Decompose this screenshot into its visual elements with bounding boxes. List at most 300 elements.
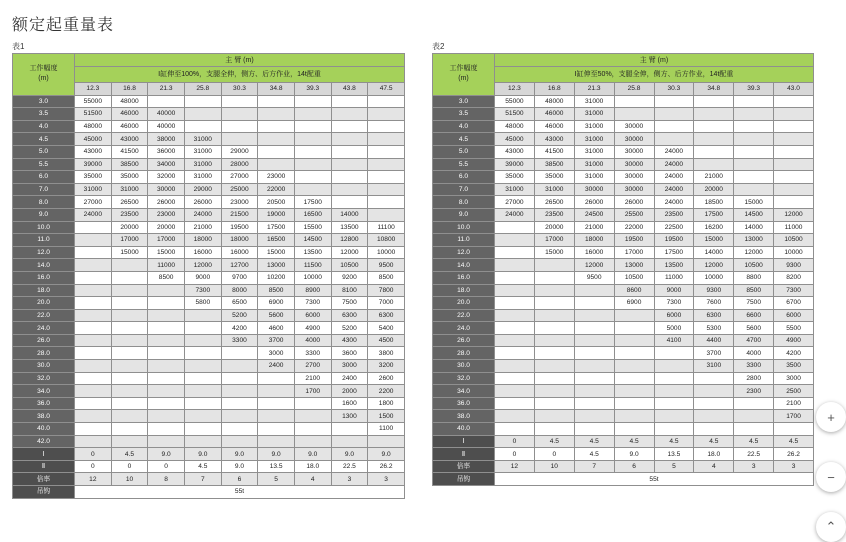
- load-cell: [75, 347, 112, 360]
- load-cell: 2000: [331, 385, 368, 398]
- footer-cell: 4.5: [534, 435, 574, 448]
- footer-cell: 5: [654, 460, 694, 473]
- load-cell: [148, 410, 185, 423]
- hook-row: [433, 473, 814, 486]
- load-cell: [654, 347, 694, 360]
- footer-label: 倍率: [433, 460, 495, 473]
- radius-cell: 34.0: [433, 385, 495, 398]
- load-cell: 21500: [221, 208, 258, 221]
- load-cell: [368, 183, 405, 196]
- load-cell: 3600: [331, 347, 368, 360]
- load-cell: 43000: [495, 145, 535, 158]
- load-cell: [111, 309, 148, 322]
- footer-cell: 9.0: [184, 448, 221, 461]
- load-cell: [574, 423, 614, 436]
- load-cell: 3300: [221, 334, 258, 347]
- radius-cell: 42.0: [13, 435, 75, 448]
- footer-cell: 4.5: [184, 460, 221, 473]
- load-cell: 10200: [258, 271, 295, 284]
- boom-length-cell: 21.3: [574, 83, 614, 96]
- load-cell: 5300: [694, 322, 734, 335]
- table-row: [433, 133, 814, 146]
- load-cell: 43000: [75, 145, 112, 158]
- table-row: [433, 347, 814, 360]
- load-cell: 4200: [774, 347, 814, 360]
- load-cell: 6600: [734, 309, 774, 322]
- load-cell: 36000: [148, 145, 185, 158]
- load-cell: [495, 360, 535, 373]
- load-cell: [258, 145, 295, 158]
- footer-row: [13, 460, 405, 473]
- load-cell: 43000: [111, 133, 148, 146]
- table-row: [433, 259, 814, 272]
- footer-cell: 12: [75, 473, 112, 486]
- header-row: [433, 54, 814, 67]
- table-2-label: 表2: [432, 42, 445, 51]
- radius-cell: 38.0: [433, 410, 495, 423]
- load-cell: [331, 158, 368, 171]
- table-row: [433, 423, 814, 436]
- load-cell: 30000: [614, 120, 654, 133]
- load-cell: 31000: [495, 183, 535, 196]
- load-cell: [221, 423, 258, 436]
- load-cell: 20000: [694, 183, 734, 196]
- load-cell: 31000: [574, 95, 614, 108]
- load-cell: 35000: [534, 171, 574, 184]
- load-cell: [495, 234, 535, 247]
- load-cell: 39000: [495, 158, 535, 171]
- load-cell: 8600: [614, 284, 654, 297]
- load-cell: 10500: [774, 234, 814, 247]
- load-cell: 16500: [258, 234, 295, 247]
- zoom-out-button[interactable]: [816, 462, 846, 492]
- load-cell: 15500: [294, 221, 331, 234]
- scroll-top-button[interactable]: [816, 512, 846, 542]
- load-cell: [734, 108, 774, 121]
- radius-cell: 12.0: [433, 246, 495, 259]
- load-cell: [774, 133, 814, 146]
- load-cell: [221, 385, 258, 398]
- load-cell: 5800: [184, 297, 221, 310]
- table-row: [13, 309, 405, 322]
- load-cell: [694, 410, 734, 423]
- radius-cell: 26.0: [433, 334, 495, 347]
- load-cell: 31000: [574, 133, 614, 146]
- load-cell: [495, 372, 535, 385]
- load-cell: 27000: [221, 171, 258, 184]
- hook-row: [13, 486, 405, 499]
- table-row: [433, 108, 814, 121]
- load-cell: 48000: [495, 120, 535, 133]
- load-cell: 6000: [654, 309, 694, 322]
- load-cell: 10000: [294, 271, 331, 284]
- load-cell: [75, 221, 112, 234]
- table-row: [433, 221, 814, 234]
- radius-cell: 3.5: [13, 108, 75, 121]
- load-cell: 51500: [495, 108, 535, 121]
- load-cell: [495, 334, 535, 347]
- footer-label: Ⅱ: [433, 448, 495, 461]
- load-cell: 13500: [294, 246, 331, 259]
- load-cell: 17000: [614, 246, 654, 259]
- table-row: [433, 385, 814, 398]
- load-cell: [221, 360, 258, 373]
- load-cell: 46000: [111, 120, 148, 133]
- load-cell: [614, 372, 654, 385]
- load-cell: 10000: [774, 246, 814, 259]
- load-cell: [148, 322, 185, 335]
- load-cell: 30000: [148, 183, 185, 196]
- radius-cell: 14.0: [433, 259, 495, 272]
- load-cell: 13000: [614, 259, 654, 272]
- load-cell: [111, 284, 148, 297]
- load-cell: 2600: [368, 372, 405, 385]
- load-cell: [111, 297, 148, 310]
- load-cell: 7000: [368, 297, 405, 310]
- load-cell: [495, 297, 535, 310]
- load-cell: 4900: [774, 334, 814, 347]
- load-cell: [734, 145, 774, 158]
- load-cell: 3700: [258, 334, 295, 347]
- load-cell: [75, 246, 112, 259]
- load-cell: 5500: [774, 322, 814, 335]
- load-cell: 16200: [694, 221, 734, 234]
- load-cell: 31000: [574, 120, 614, 133]
- radius-cell: 32.0: [433, 372, 495, 385]
- footer-cell: 4.5: [574, 448, 614, 461]
- table-row: [13, 221, 405, 234]
- load-cell: 31000: [184, 171, 221, 184]
- load-cell: [654, 423, 694, 436]
- load-cell: 23500: [534, 208, 574, 221]
- load-cell: [574, 372, 614, 385]
- load-cell: 12800: [331, 234, 368, 247]
- load-cell: [694, 372, 734, 385]
- load-cell: [694, 145, 734, 158]
- table-row: [433, 410, 814, 423]
- load-cell: 3000: [774, 372, 814, 385]
- load-cell: 2100: [294, 372, 331, 385]
- footer-cell: 7: [184, 473, 221, 486]
- load-cell: [111, 410, 148, 423]
- radius-cell: 26.0: [13, 334, 75, 347]
- load-cell: [294, 435, 331, 448]
- zoom-in-button[interactable]: [816, 402, 846, 432]
- load-cell: 24000: [184, 208, 221, 221]
- load-cell: [111, 385, 148, 398]
- footer-cell: 18.0: [694, 448, 734, 461]
- load-cell: 13500: [331, 221, 368, 234]
- footer-cell: 22.5: [331, 460, 368, 473]
- load-cell: [221, 120, 258, 133]
- load-cell: [148, 385, 185, 398]
- load-cell: [148, 423, 185, 436]
- load-cell: [734, 171, 774, 184]
- load-cell: [495, 322, 535, 335]
- load-cell: 2200: [368, 385, 405, 398]
- load-cell: 51500: [75, 108, 112, 121]
- load-cell: 17500: [694, 208, 734, 221]
- load-cell: 7300: [294, 297, 331, 310]
- radius-cell: 11.0: [13, 234, 75, 247]
- load-cell: [148, 372, 185, 385]
- load-cell: [774, 183, 814, 196]
- table-row: [433, 334, 814, 347]
- load-cell: [258, 158, 295, 171]
- load-cell: 26500: [111, 196, 148, 209]
- load-cell: [148, 397, 185, 410]
- hook-value: 55t: [495, 473, 814, 486]
- load-cell: [534, 385, 574, 398]
- load-cell: 31000: [184, 145, 221, 158]
- footer-row: [13, 448, 405, 461]
- radius-cell: 6.0: [433, 171, 495, 184]
- radius-cell: 30.0: [433, 360, 495, 373]
- load-cell: [694, 423, 734, 436]
- load-cell: 26000: [614, 196, 654, 209]
- load-cell: 22500: [654, 221, 694, 234]
- load-cell: 40000: [148, 108, 185, 121]
- load-cell: [694, 133, 734, 146]
- boom-length-cell: 16.8: [111, 83, 148, 96]
- chevron-up-icon: ⌃: [825, 519, 837, 534]
- load-cell: 31000: [574, 108, 614, 121]
- radius-cell: 12.0: [13, 246, 75, 259]
- load-cell: 12000: [331, 246, 368, 259]
- radius-cell: 40.0: [433, 423, 495, 436]
- table-row: [13, 171, 405, 184]
- load-cell: 8500: [148, 271, 185, 284]
- load-cell: 8800: [734, 271, 774, 284]
- load-cell: 27000: [75, 196, 112, 209]
- load-cell: [368, 95, 405, 108]
- load-cell: [294, 145, 331, 158]
- load-cell: 19000: [258, 208, 295, 221]
- load-cell: [495, 246, 535, 259]
- load-cell: 10000: [694, 271, 734, 284]
- table-row: [13, 423, 405, 436]
- load-cell: 5600: [258, 309, 295, 322]
- load-cell: 17500: [258, 221, 295, 234]
- boom-length-cell: 47.5: [368, 83, 405, 96]
- radius-cell: 18.0: [13, 284, 75, 297]
- load-cell: [184, 309, 221, 322]
- footer-label: Ⅱ: [13, 460, 75, 473]
- load-cell: 10500: [734, 259, 774, 272]
- load-cell: 12000: [694, 259, 734, 272]
- load-cell: 12000: [774, 208, 814, 221]
- load-cell: [75, 360, 112, 373]
- footer-cell: 6: [221, 473, 258, 486]
- load-cell: [654, 410, 694, 423]
- load-cell: 3100: [694, 360, 734, 373]
- load-cell: [654, 133, 694, 146]
- load-cell: [774, 120, 814, 133]
- load-cell: [654, 372, 694, 385]
- radius-cell: 3.5: [433, 108, 495, 121]
- footer-label: Ⅰ: [13, 448, 75, 461]
- load-cell: [75, 397, 112, 410]
- load-cell: 15000: [734, 196, 774, 209]
- load-cell: [331, 108, 368, 121]
- load-cell: [534, 284, 574, 297]
- load-cell: 55000: [495, 95, 535, 108]
- load-cell: [331, 145, 368, 158]
- load-cell: 1800: [368, 397, 405, 410]
- load-cell: 45000: [75, 133, 112, 146]
- radius-header: 工作幅度 (m): [433, 54, 495, 96]
- load-cell: 24000: [654, 145, 694, 158]
- load-cell: 13000: [734, 234, 774, 247]
- load-cell: 4000: [734, 347, 774, 360]
- load-cell: [75, 284, 112, 297]
- load-cell: [258, 372, 295, 385]
- load-cell: [368, 196, 405, 209]
- footer-cell: 0: [534, 448, 574, 461]
- load-cell: [368, 120, 405, 133]
- load-cell: [184, 108, 221, 121]
- radius-cell: 36.0: [13, 397, 75, 410]
- load-cell: [258, 385, 295, 398]
- footer-cell: 7: [574, 460, 614, 473]
- load-cell: 38500: [111, 158, 148, 171]
- footer-label: Ⅰ: [433, 435, 495, 448]
- load-cell: 20500: [258, 196, 295, 209]
- load-cell: [75, 372, 112, 385]
- table-row: [13, 259, 405, 272]
- table-row: [13, 108, 405, 121]
- load-cell: [111, 372, 148, 385]
- load-cell: [574, 334, 614, 347]
- load-cell: 27000: [495, 196, 535, 209]
- load-cell: [654, 120, 694, 133]
- load-cell: 17000: [148, 234, 185, 247]
- load-cell: [184, 372, 221, 385]
- load-cell: 30000: [574, 183, 614, 196]
- load-cell: [534, 360, 574, 373]
- load-cell: [75, 259, 112, 272]
- load-cell: 3000: [331, 360, 368, 373]
- load-cell: 18000: [184, 234, 221, 247]
- load-cell: 31000: [574, 158, 614, 171]
- boom-length-cell: 34.8: [258, 83, 295, 96]
- table-row: [433, 372, 814, 385]
- load-cell: [294, 183, 331, 196]
- load-cell: 9300: [774, 259, 814, 272]
- load-cell: [75, 322, 112, 335]
- table-row: [433, 158, 814, 171]
- load-cell: 21000: [184, 221, 221, 234]
- footer-cell: 9.0: [294, 448, 331, 461]
- load-cell: [654, 95, 694, 108]
- load-cell: [75, 334, 112, 347]
- load-cell: 43000: [534, 133, 574, 146]
- condition-header: Ⅰ缸伸至100%，支腿全伸，侧方、后方作业，14t配重: [75, 67, 405, 83]
- boom-length-cell: 30.3: [654, 83, 694, 96]
- table-row: [13, 234, 405, 247]
- load-cell: 6300: [368, 309, 405, 322]
- load-cell: [774, 145, 814, 158]
- load-cell: [331, 196, 368, 209]
- load-cell: 5200: [221, 309, 258, 322]
- load-cell: [184, 423, 221, 436]
- load-cell: 9500: [368, 259, 405, 272]
- load-cell: [294, 397, 331, 410]
- load-cell: 2400: [331, 372, 368, 385]
- footer-cell: 5: [258, 473, 295, 486]
- load-cell: [495, 347, 535, 360]
- load-cell: 4100: [654, 334, 694, 347]
- load-cell: 20000: [111, 221, 148, 234]
- load-cell: 7300: [774, 284, 814, 297]
- load-cell: [368, 108, 405, 121]
- page-title: 额定起重量表: [12, 17, 115, 34]
- load-cell: [694, 95, 734, 108]
- load-cell: [221, 372, 258, 385]
- table-row: [13, 297, 405, 310]
- load-cell: 5600: [734, 322, 774, 335]
- load-cell: [294, 120, 331, 133]
- footer-cell: 12: [495, 460, 535, 473]
- radius-cell: 10.0: [13, 221, 75, 234]
- load-cell: [221, 95, 258, 108]
- load-cell: [734, 397, 774, 410]
- boom-length-cell: 39.3: [294, 83, 331, 96]
- footer-cell: 4.5: [111, 448, 148, 461]
- load-cell: 4200: [221, 322, 258, 335]
- load-cell: [495, 397, 535, 410]
- load-cell: [614, 309, 654, 322]
- load-cell: [294, 95, 331, 108]
- radius-cell: 28.0: [13, 347, 75, 360]
- load-cell: [258, 423, 295, 436]
- load-cell: [614, 347, 654, 360]
- load-cell: [614, 410, 654, 423]
- load-cell: [111, 322, 148, 335]
- load-cell: [614, 360, 654, 373]
- load-cell: 55000: [75, 95, 112, 108]
- load-cell: 31000: [75, 183, 112, 196]
- load-cell: 28000: [221, 158, 258, 171]
- footer-cell: 9.0: [614, 448, 654, 461]
- load-cell: [148, 297, 185, 310]
- load-cell: 17500: [654, 246, 694, 259]
- load-cell: [111, 423, 148, 436]
- load-cell: 8100: [331, 284, 368, 297]
- load-cell: 31000: [574, 145, 614, 158]
- load-cell: [75, 309, 112, 322]
- load-cell: [574, 322, 614, 335]
- load-cell: 13000: [258, 259, 295, 272]
- load-cell: 46000: [534, 120, 574, 133]
- load-cell: [111, 334, 148, 347]
- load-cell: 9700: [221, 271, 258, 284]
- load-cell: [495, 410, 535, 423]
- footer-cell: 3: [368, 473, 405, 486]
- table-row: [13, 95, 405, 108]
- load-cell: [148, 360, 185, 373]
- footer-cell: 26.2: [774, 448, 814, 461]
- footer-cell: 4.5: [694, 435, 734, 448]
- load-cell: 6300: [331, 309, 368, 322]
- footer-cell: 4.5: [774, 435, 814, 448]
- load-cell: 6000: [294, 309, 331, 322]
- radius-cell: 16.0: [433, 271, 495, 284]
- boom-length-cell: 30.3: [221, 83, 258, 96]
- footer-cell: 4.5: [614, 435, 654, 448]
- load-cell: 11100: [368, 221, 405, 234]
- load-cell: [331, 435, 368, 448]
